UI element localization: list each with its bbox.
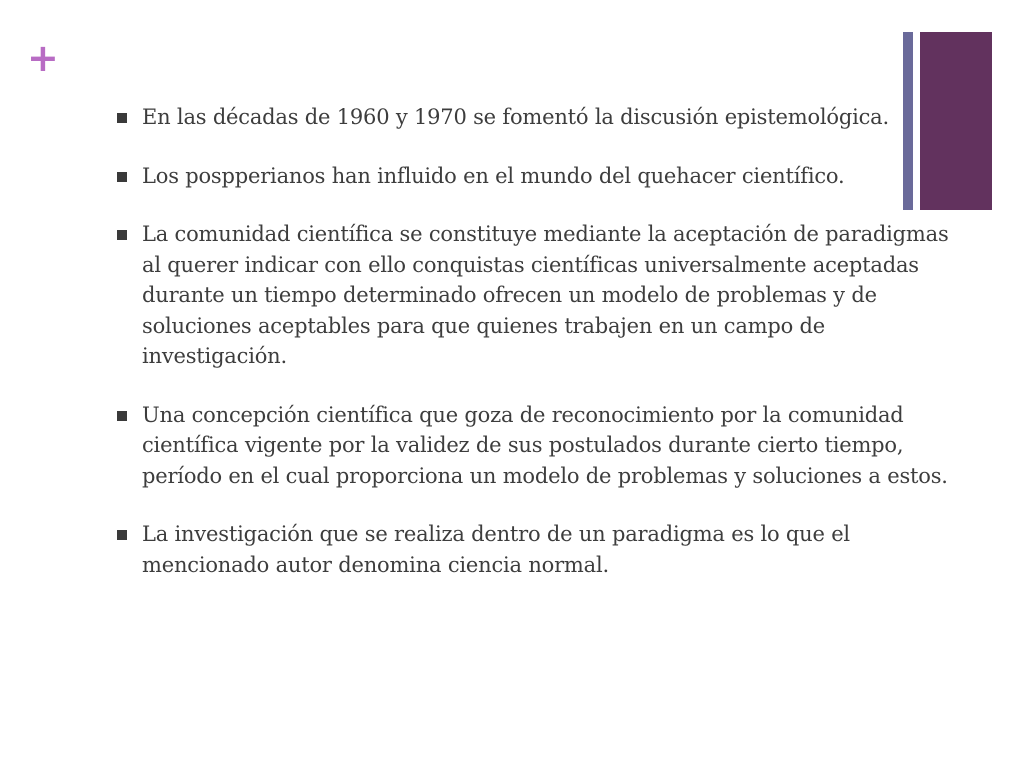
list-item xyxy=(114,102,954,133)
list-item xyxy=(114,161,954,192)
bullet-text: La investigación que se realiza dentro de un paradigma es lo que el mencionado autor denomina ciencia normal. xyxy=(142,522,850,577)
bullet-list xyxy=(114,102,954,608)
list-item xyxy=(114,519,954,580)
square-bullet-icon xyxy=(117,230,127,240)
bullet-text: Los pospperianos han influido en el mundo del quehacer científico. xyxy=(142,163,845,188)
plus-icon: + xyxy=(27,36,59,80)
square-bullet-icon xyxy=(117,411,127,421)
bullet-text: Una concepción científica que goza de reconocimiento por la comunidad científica vigente por la validez de sus postulados durante cierto tiempo, período en el cual proporciona un modelo de problemas y soluciones a estos. xyxy=(142,402,948,488)
bullet-text: La comunidad científica se constituye mediante la aceptación de paradigmas al querer indicar con ello conquistas científicas universalmente aceptadas durante un tiempo determinado ofrecen un modelo de problemas y de soluciones aceptables para que quienes trabajen en un campo de investigación. xyxy=(142,222,949,368)
square-bullet-icon xyxy=(117,113,127,123)
square-bullet-icon xyxy=(117,172,127,182)
bullet-text: En las décadas de 1960 y 1970 se fomentó la discusión epistemológica. xyxy=(142,105,889,129)
list-item xyxy=(114,400,954,492)
square-bullet-icon xyxy=(117,530,127,540)
list-item xyxy=(114,219,954,372)
